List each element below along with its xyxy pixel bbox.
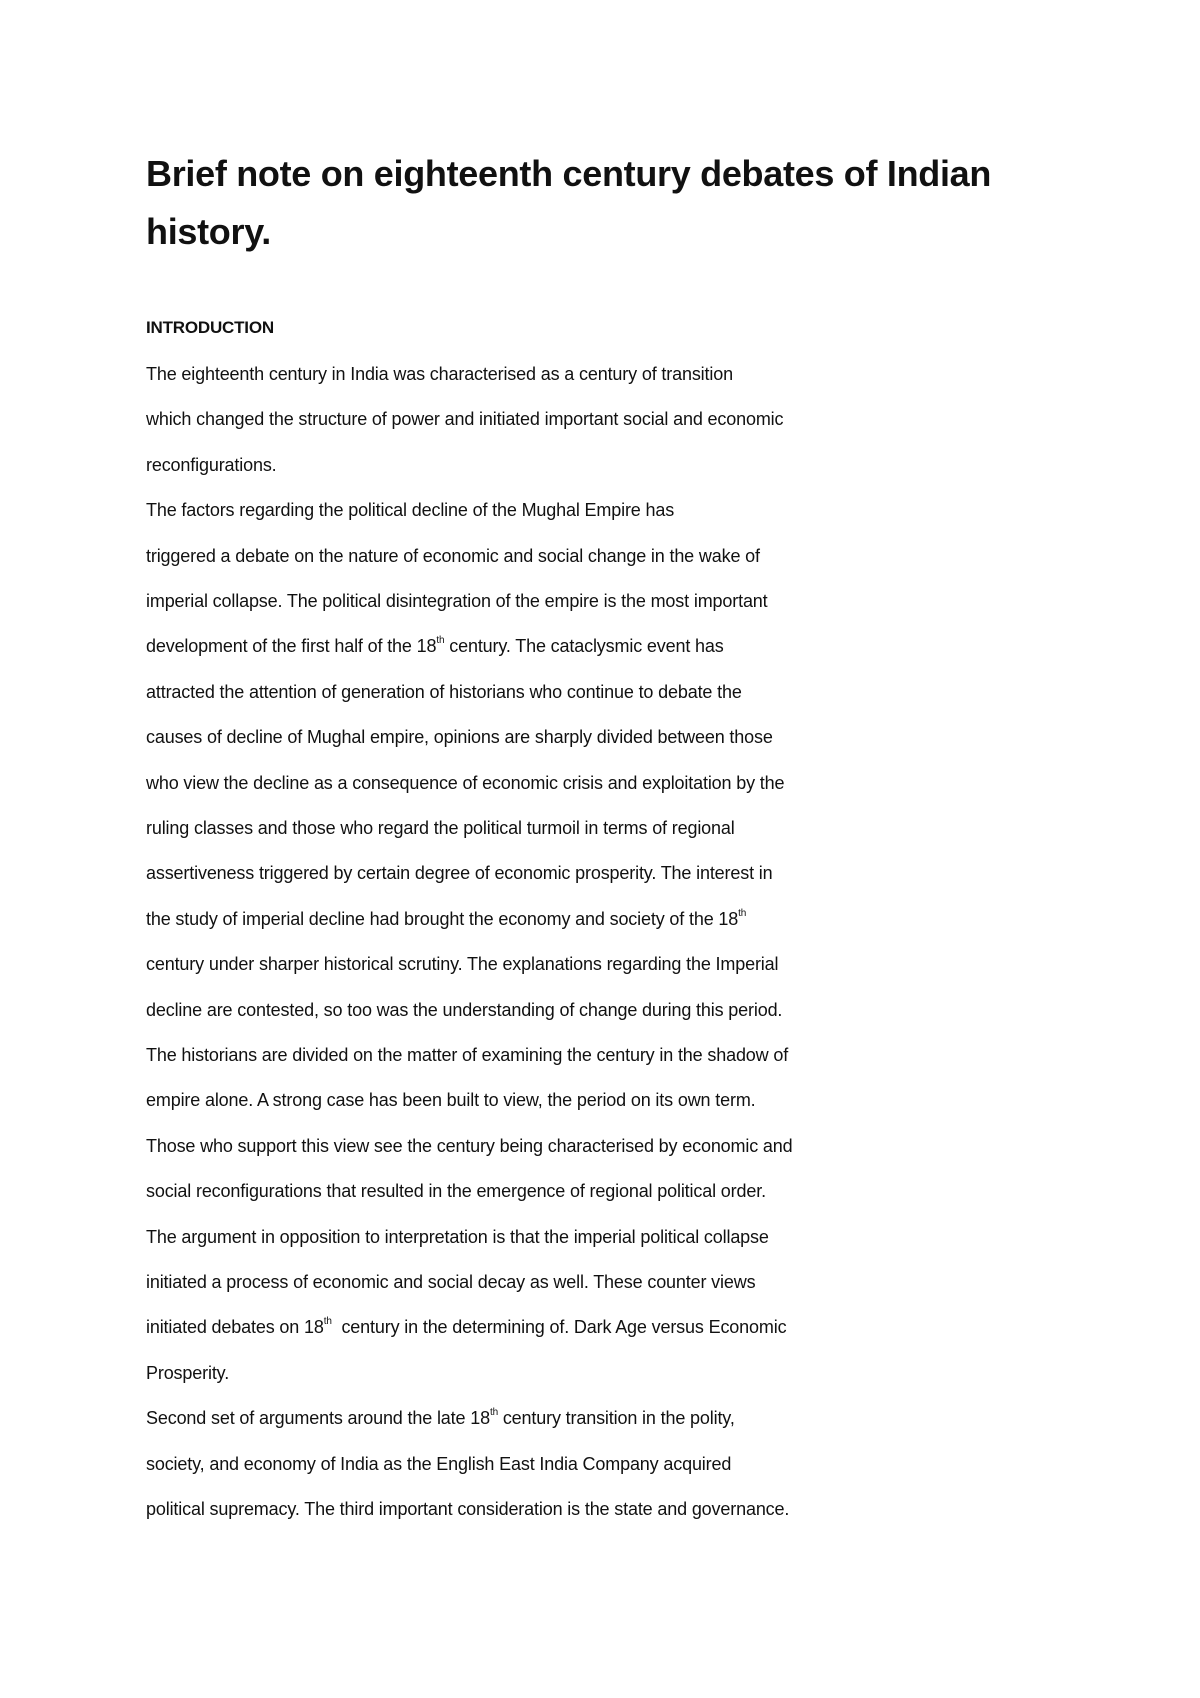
body-line: The factors regarding the political decline of the Mughal Empire has: [146, 500, 675, 521]
body-line: decline are contested, so too was the understanding of change during this period.: [146, 999, 783, 1020]
body-line: triggered a debate on the nature of economic and social change in the wake of: [146, 545, 760, 566]
body-line: attracted the attention of generation of historians who continue to debate the: [146, 681, 742, 702]
body-line: The historians are divided on the matter of examining the century in the shadow of: [146, 1045, 789, 1065]
body-line: [146, 1315, 786, 1339]
body-line: social reconfigurations that resulted in the emergence of regional political order.: [146, 1181, 766, 1202]
body-line: empire alone. A strong case has been built to view, the period on its own term.: [146, 1090, 756, 1111]
section-heading: INTRODUCTION: [146, 318, 274, 337]
superscript: th: [489, 1407, 498, 1419]
body-line: which changed the structure of power and initiated important social and economic: [146, 409, 784, 430]
document-title: Brief note on eighteenth century debates of Indian history.: [146, 153, 992, 252]
body-line: initiated a process of economic and social decay as well. These counter views: [146, 1272, 756, 1292]
body-line: reconfigurations.: [146, 454, 277, 475]
body-line: The eighteenth century in India was characterised as a century of transition: [146, 364, 733, 384]
superscript: th: [323, 1316, 332, 1328]
line-text: Second set of arguments around the late 18: [146, 1408, 490, 1429]
body-line: The argument in opposition to interpretation is that the imperial political collapse: [146, 1226, 769, 1247]
line-text: initiated debates on 18: [146, 1317, 324, 1338]
body-line: society, and economy of India as the English East India Company acquired: [146, 1453, 732, 1474]
body-line: Prosperity.: [146, 1362, 230, 1383]
line-text: century transition in the polity,: [497, 1408, 735, 1429]
line-text: century. The cataclysmic event has: [444, 636, 724, 657]
body-line: imperial collapse. The political disintegration of the empire is the most important: [146, 591, 768, 611]
body-line: who view the decline as a consequence of economic crisis and exploitation by the: [146, 772, 785, 793]
body-line: century under sharper historical scrutiny. The explanations regarding the Imperial: [146, 954, 779, 975]
body-line: political supremacy. The third important consideration is the state and governance.: [146, 1499, 790, 1519]
body-line: ruling classes and those who regard the political turmoil in terms of regional: [146, 818, 735, 838]
body-line: [146, 1406, 735, 1430]
body-line: [146, 634, 724, 658]
body-line: [146, 907, 746, 931]
superscript: th: [436, 635, 445, 647]
superscript: th: [738, 907, 747, 919]
body-line: causes of decline of Mughal empire, opinions are sharply divided between those: [146, 727, 773, 748]
line-text: century in the determining of. Dark Age versus Economic: [331, 1317, 787, 1338]
line-text: the study of imperial decline had brought the economy and society of the 18: [146, 908, 739, 929]
line-text: development of the first half of the 18: [146, 636, 437, 657]
body-line: assertiveness triggered by certain degree of economic prosperity. The interest in: [146, 863, 773, 884]
body-line: Those who support this view see the century being characterised by economic and: [146, 1135, 793, 1156]
